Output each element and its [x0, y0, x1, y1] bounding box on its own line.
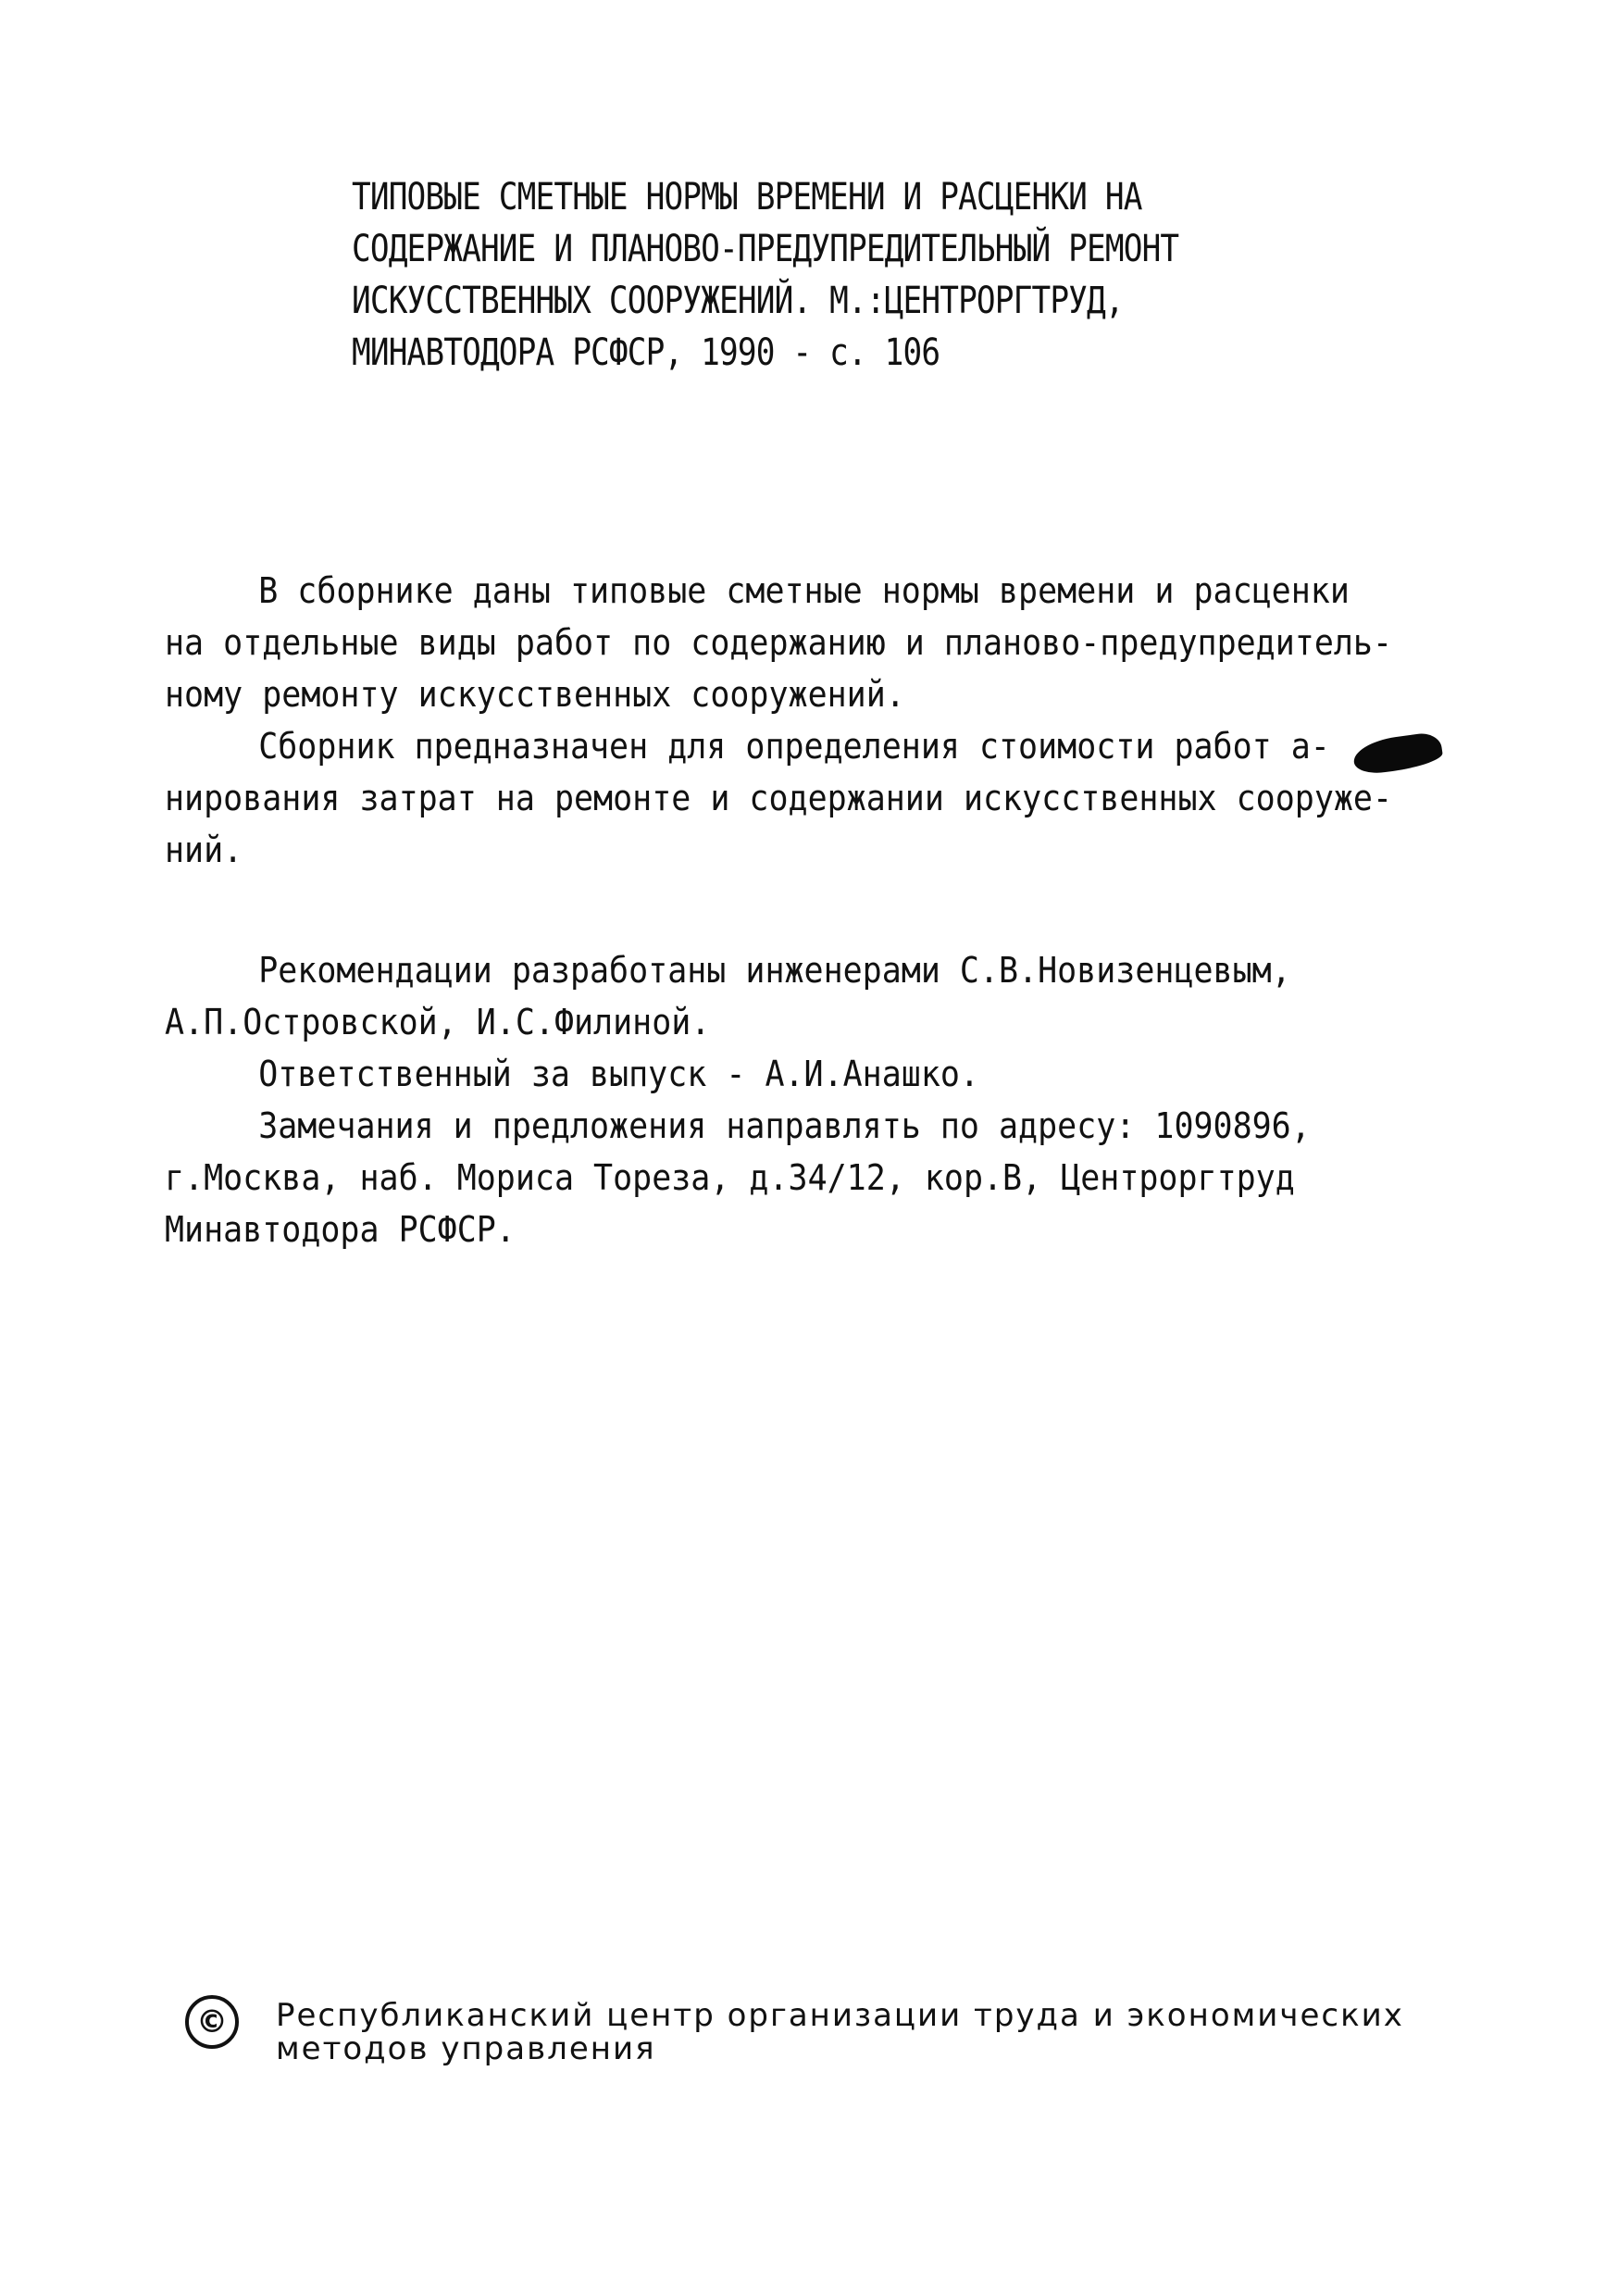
title-line: СОДЕРЖАНИЕ И ПЛАНОВО-ПРЕДУПРЕДИТЕЛЬНЫЙ РЕМОНТ: [352, 228, 1179, 270]
footer-line: методов управления: [276, 2030, 656, 2067]
text-line: ний.: [165, 830, 243, 870]
title-line: ИСКУССТВЕННЫХ СООРУЖЕНИЙ. М.:ЦЕНТРОРГТРУД,: [352, 280, 1124, 322]
paragraph-responsible: [165, 1048, 1498, 1100]
copyright-holder: [276, 1999, 1404, 2065]
text-line: ному ремонту искусственных сооружений.: [165, 674, 905, 715]
paragraph-purpose: [165, 720, 1498, 876]
footer-line: Республиканский центр организации труда и экономических: [276, 1997, 1404, 2034]
text-line: на отдельные виды работ по содержанию и планово-предупредитель-: [165, 622, 1393, 663]
paragraph-authors: [165, 944, 1498, 1048]
title-line: МИНАВТОДОРА РСФСР, 1990 - с. 106: [352, 331, 940, 374]
paragraph-address: [165, 1100, 1498, 1255]
document-body: [165, 565, 1498, 1255]
text-line: Минавтодора РСФСР.: [165, 1209, 516, 1250]
text-line: Ответственный за выпуск - А.И.Анашко.: [258, 1054, 979, 1094]
paragraph-description: [165, 565, 1498, 720]
text-line: г.Москва, наб. Мориса Тореза, д.34/12, кор.В, Центроргтруд: [165, 1157, 1295, 1198]
text-line: В сборнике даны типовые сметные нормы времени и расценки: [258, 570, 1350, 611]
text-line: Рекомендации разработаны инженерами С.В.Новизенцевым,: [258, 950, 1291, 991]
text-line: Замечания и предложения направлять по адресу: 1090896,: [258, 1105, 1311, 1146]
title-line: ТИПОВЫЕ СМЕТНЫЕ НОРМЫ ВРЕМЕНИ И РАСЦЕНКИ НА: [352, 176, 1142, 218]
document-title: [352, 171, 1370, 379]
copyright-icon: ©: [185, 1995, 239, 2049]
text-line: А.П.Островской, И.С.Филиной.: [165, 1002, 711, 1042]
text-line: нирования затрат на ремонте и содержании искусственных сооруже-: [165, 778, 1393, 818]
text-line: Сборник предназначен для определения стоимости работ а-: [258, 726, 1330, 767]
